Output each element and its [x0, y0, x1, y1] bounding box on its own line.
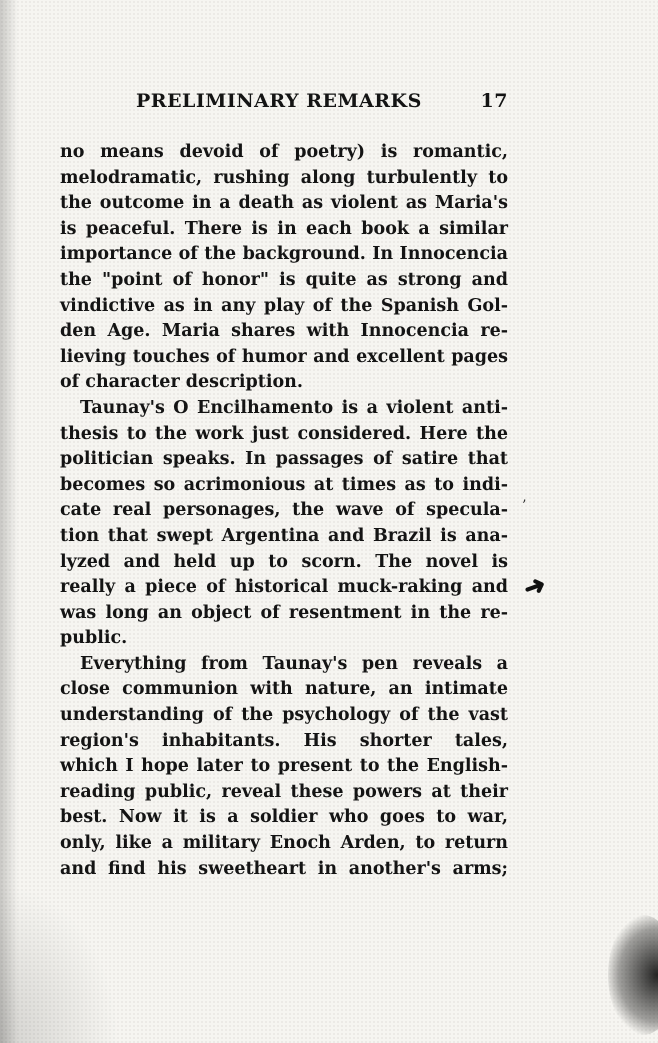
text-line: was long an object of resentment in the re- [60, 602, 508, 623]
text-line: of character description. [60, 372, 303, 393]
text-line: Everything from Taunay's pen reveals a [80, 653, 508, 674]
text-line: the "point of honor" is quite as strong and [60, 269, 508, 290]
text-line: no means devoid of poetry) is romantic, [60, 142, 508, 162]
running-title: PRELIMINARY REMARKS [136, 90, 422, 112]
text-line: region's inhabitants. His shorter tales, [60, 730, 508, 751]
margin-arrow-mark: ➜ [519, 569, 551, 605]
thumb-shadow [608, 915, 658, 1035]
text-line: vindictive as in any play of the Spanish Gol- [60, 295, 508, 316]
page-header [60, 90, 508, 118]
text-line: lyzed and held up to scorn. The novel is [60, 551, 508, 572]
text-line: and find his sweetheart in another's arms; [60, 858, 508, 879]
body-text [60, 140, 508, 882]
text-line: only, like a military Enoch Arden, to return [60, 833, 508, 854]
page-corner-shadow [0, 883, 120, 1043]
text-line: politician speaks. In passages of satire that [60, 449, 508, 470]
text-line: becomes so acrimonious at times as to indi- [60, 474, 508, 495]
page-number: 17 [480, 90, 508, 112]
text-line: melodramatic, rushing along turbulently to [60, 167, 508, 188]
text-line: thesis to the work just considered. Here the [60, 423, 508, 444]
text-line: Taunay's O Encilhamento is a violent anti- [80, 397, 508, 418]
text-line: cate real personages, the wave of specula- [60, 500, 508, 521]
text-line: lieving touches of humor and excellent pages [60, 346, 508, 367]
text-line: reading public, reveal these powers at their [60, 781, 508, 802]
text-line: understanding of the psychology of the vast [60, 705, 508, 726]
text-line: the outcome in a death as violent as Maria's [60, 193, 508, 214]
margin-tick-mark: ’ [522, 498, 527, 514]
text-line: importance of the background. In Innocencia [60, 244, 508, 265]
text-line: is peaceful. There is in each book a similar [60, 218, 508, 239]
text-line: close communion with nature, an intimate [60, 679, 508, 700]
text-line: public. [60, 628, 128, 649]
text-line: tion that swept Argentina and Brazil is ana- [60, 525, 508, 546]
text-line: which I hope later to present to the English- [60, 756, 508, 777]
text-line: den Age. Maria shares with Innocencia re- [60, 321, 508, 342]
text-line: best. Now it is a soldier who goes to war, [60, 807, 508, 828]
text-line: really a piece of historical muck-raking and [60, 577, 508, 598]
